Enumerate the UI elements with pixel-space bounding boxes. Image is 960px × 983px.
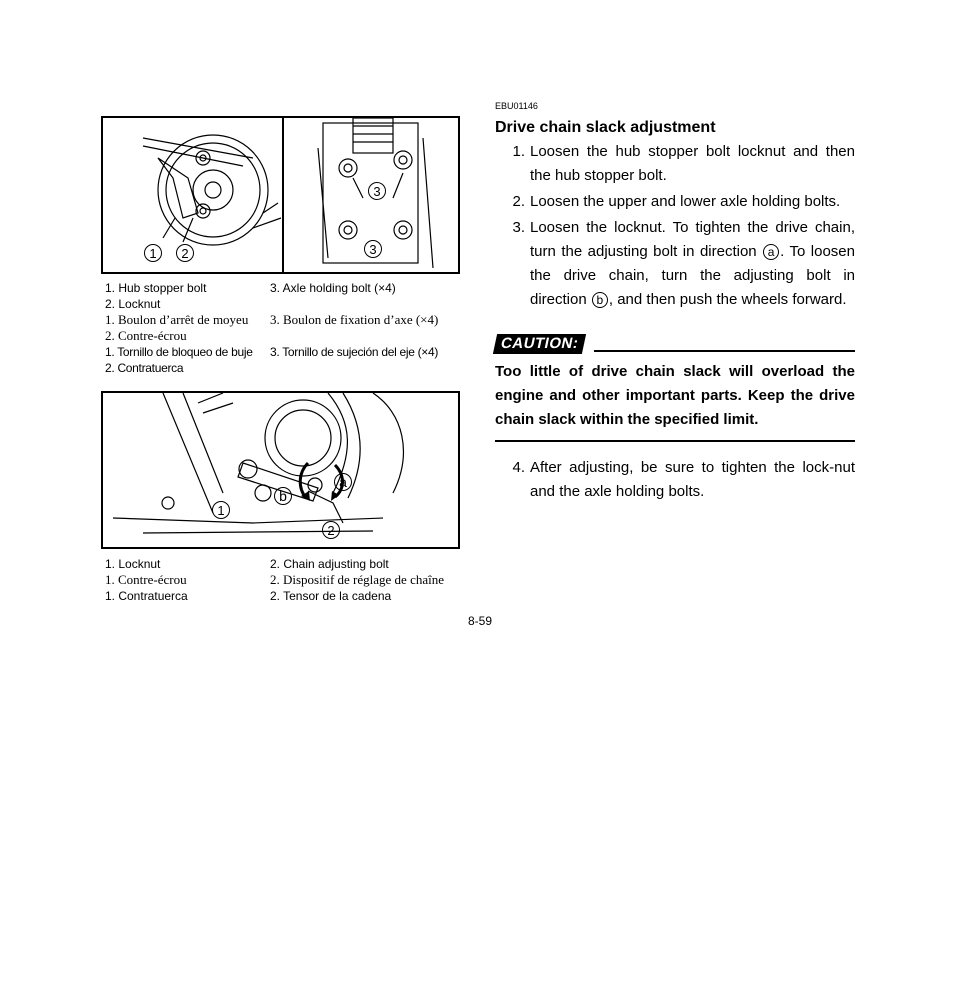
caption-fr-2: 2. Contre-écrou — [105, 328, 187, 343]
caption-fr-2: 2. Dispositif de réglage de chaîne — [270, 572, 444, 587]
step-text-part: . To loosen the drive chain, turn the adjusting bolt in direction — [530, 243, 855, 308]
caption-en-3: 3. Axle holding bolt (×4) — [270, 281, 396, 295]
caution-text: Too little of drive chain slack will overload the engine and other important parts. Keep the drive chain slack within the specified limit. — [495, 354, 855, 442]
caution-label: CAUTION: — [493, 334, 587, 354]
caption-es-2: 2. Contratuerca — [105, 361, 184, 375]
figure-chain-adjuster — [101, 391, 460, 549]
caption-fr-3: 3. Boulon de fixation d’axe (×4) — [270, 312, 439, 327]
figure1-caption — [105, 280, 465, 376]
step-text-part: Loosen the locknut. To tighten the drive chain, turn the adjusting bolt in direction — [530, 219, 855, 260]
figure2-caption — [105, 556, 465, 604]
direction-b-marker: b — [274, 487, 292, 505]
step-text-part: , and then push the wheels forward. — [608, 291, 847, 308]
caption-es-1: 1. Contratuerca — [105, 589, 188, 603]
caption-en-2: 2. Chain adjusting bolt — [270, 557, 389, 571]
callout-2: 2 — [322, 521, 340, 539]
step-number: 2. — [512, 193, 525, 210]
caption-es-3: 3. Tornillo de sujeción del eje (×4) — [270, 345, 439, 359]
caption-en-1: 1. Locknut — [105, 557, 161, 571]
callout-3-upper: 3 — [368, 182, 386, 200]
direction-a-marker: a — [763, 244, 779, 260]
step-number: 3. — [512, 219, 525, 236]
step-number: 4. — [512, 459, 525, 476]
caution-header — [495, 334, 855, 354]
page-number: 8-59 — [467, 614, 493, 628]
callout-1: 1 — [212, 501, 230, 519]
caption-es-1: 1. Tornillo de bloqueo de buje — [105, 345, 253, 359]
caution-rule — [594, 350, 855, 352]
callout-2: 2 — [176, 244, 194, 262]
step-text: Loosen the upper and lower axle holding bolts. — [530, 193, 841, 210]
step-text — [530, 216, 855, 312]
direction-a-marker: a — [334, 473, 352, 491]
callout-3-lower: 3 — [364, 240, 382, 258]
step-2 — [495, 190, 855, 214]
procedure-section — [495, 100, 855, 506]
step-text: After adjusting, be sure to tighten the lock-nut and the axle holding bolts. — [530, 459, 855, 500]
caption-es-2: 2. Tensor de la cadena — [270, 589, 392, 603]
caption-en-1: 1. Hub stopper bolt — [105, 281, 207, 295]
figure-hub-axle — [101, 116, 460, 274]
step-4 — [495, 456, 855, 504]
step-3 — [495, 216, 855, 312]
caption-fr-1: 1. Contre-écrou — [105, 572, 187, 587]
section-title: Drive chain slack adjustment — [495, 119, 716, 136]
step-number: 1. — [512, 143, 525, 160]
caption-en-2: 2. Locknut — [105, 297, 161, 311]
chain-adjuster-illustration — [103, 393, 458, 547]
step-1 — [495, 140, 855, 188]
section-code: EBU01146 — [495, 101, 538, 111]
caption-fr-1: 1. Boulon d’arrêt de moyeu — [105, 312, 249, 327]
callout-1: 1 — [144, 244, 162, 262]
direction-b-marker: b — [592, 292, 608, 308]
step-text: Loosen the hub stopper bolt locknut and then the hub stopper bolt. — [530, 143, 855, 184]
